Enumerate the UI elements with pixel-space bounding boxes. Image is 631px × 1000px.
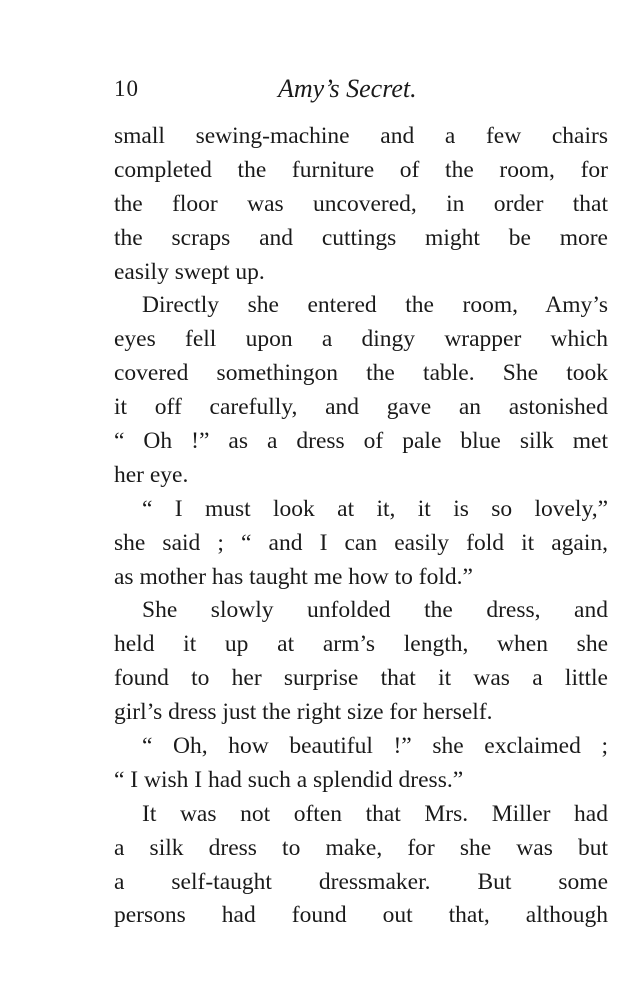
text-line: girl’s dress just the right size for herself. [114, 699, 493, 726]
text-line: the floor was uncovered, in order that [114, 190, 608, 217]
text-line: held it up at arm’s length, when she [114, 631, 608, 658]
book-title: Amy’s Secret. [278, 74, 417, 103]
text-line: it off carefully, and gave an astonished [114, 394, 608, 421]
text-line: a self-taught dressmaker. But some [114, 868, 608, 895]
text-line: persons had found out that, although [114, 902, 608, 929]
text-line: small sewing-machine and a few chairs [114, 123, 608, 149]
text-line: the scraps and cuttings might be more [114, 224, 608, 251]
text-line: found to her surprise that it was a little [114, 665, 608, 692]
text-line: “ Oh, how beautiful !” she exclaimed ; [142, 733, 608, 760]
text-line: “ Oh !” as a dress of pale blue silk met [114, 428, 608, 455]
text-line: she said ; “ and I can easily fold it again, [114, 529, 608, 556]
text-line: It was not often that Mrs. Miller had [142, 800, 608, 827]
text-line: easily swept up. [114, 258, 265, 285]
text-line: “ I wish I had such a splendid dress.” [114, 766, 464, 793]
text-line: covered somethingon the table. She took [114, 360, 608, 387]
running-head [114, 70, 608, 110]
text-line: Directly she entered the room, Amy’s [142, 292, 608, 319]
text-line: her eye. [114, 461, 189, 488]
text-line: a silk dress to make, for she was but [114, 834, 608, 861]
text-line: “ I must look at it, it is so lovely,” [142, 495, 608, 522]
body-text [114, 120, 608, 933]
text-line: eyes fell upon a dingy wrapper which [114, 326, 608, 353]
text-line: She slowly unfolded the dress, and [142, 597, 608, 624]
page-number: 10 [114, 76, 139, 101]
text-line: completed the furniture of the room, for [114, 156, 608, 183]
text-line: as mother has taught me how to fold.” [114, 563, 473, 590]
